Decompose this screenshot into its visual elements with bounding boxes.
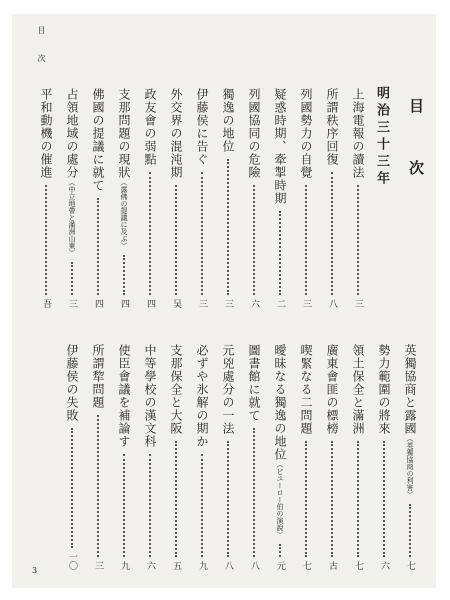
toc-entry-title: 支那問題の現狀 xyxy=(117,88,131,179)
toc-entry-sub: （中立地帶と滿洲山東） xyxy=(68,179,76,256)
toc-entry-title: 領土保全と滿洲 xyxy=(351,344,365,435)
toc-entry-page: 六 xyxy=(249,299,259,308)
toc-entry-page: 三 xyxy=(353,299,363,308)
toc-entry-title: 圖書館に就て xyxy=(247,344,261,422)
toc-entry-title: 所謂犂問題 xyxy=(91,344,105,409)
toc-entry xyxy=(116,344,132,570)
toc-entry-title: 支那保全と大阪 xyxy=(169,344,183,435)
toc-entry-page: 吾 xyxy=(41,299,51,308)
leader-dots xyxy=(253,428,255,557)
toc-entry xyxy=(246,88,262,308)
leader-dots xyxy=(279,211,281,295)
leader-dots xyxy=(201,454,203,557)
toc-entry-title: 英獨協商と露國 xyxy=(403,344,417,435)
toc-entry-title: 勢力範圍の將來 xyxy=(377,344,391,435)
toc-entry xyxy=(350,88,366,308)
toc-entry-page: 七 xyxy=(301,561,311,570)
toc-entry-sub: （英獨協商の利害） xyxy=(406,435,414,498)
toc-entry xyxy=(350,344,366,570)
running-head: 目 次 xyxy=(37,26,46,68)
toc-entry xyxy=(272,88,288,308)
toc-entry-title: 列國協同の危險 xyxy=(247,88,261,179)
leader-dots xyxy=(227,159,229,295)
toc-entry-title: 曖昧なる獨逸の地位 xyxy=(273,344,287,461)
toc-entry-page: 七 xyxy=(405,561,415,570)
toc-entry xyxy=(246,344,262,570)
toc-entry xyxy=(64,344,80,570)
toc-entry-page: 六 xyxy=(379,561,389,570)
toc-entry-title: 伊藤侯の失敗 xyxy=(65,344,79,422)
toc-entry xyxy=(272,344,288,570)
toc-entry-page: 二 xyxy=(275,299,285,308)
leader-dots xyxy=(227,441,229,557)
toc-entry-page: 四 xyxy=(145,299,155,308)
leader-dots xyxy=(71,428,73,548)
toc-entry-title: 中等學校の漢文科 xyxy=(143,344,157,448)
toc-entry-page: 三 xyxy=(223,299,233,308)
toc-entry xyxy=(402,344,418,570)
toc-entry xyxy=(116,88,132,308)
toc-entry-title: 伊藤侯に告ぐ xyxy=(195,88,209,166)
toc-entry-title: 列國勢力の自覺 xyxy=(299,88,313,179)
toc-entry xyxy=(168,344,184,570)
toc-entry xyxy=(194,344,210,570)
leader-dots xyxy=(149,454,151,557)
toc-entry-title: 所謂秩序回復 xyxy=(325,88,339,166)
toc-entry xyxy=(220,88,236,308)
toc-entry-title: 獨逸の地位 xyxy=(221,88,235,153)
toc-entry-page: 八 xyxy=(249,561,259,570)
toc-entry-page: 三 xyxy=(301,299,311,308)
toc-entry-page: 吴 xyxy=(171,299,181,308)
leader-dots xyxy=(175,441,177,557)
toc-entry xyxy=(38,88,54,308)
leader-dots xyxy=(253,185,255,295)
toc-entry-page: 八 xyxy=(223,561,233,570)
toc-entry xyxy=(168,88,184,308)
year-heading: 明治三十三年 xyxy=(374,86,389,188)
leader-dots xyxy=(45,185,47,295)
toc-entry-page: 三 xyxy=(93,561,103,570)
toc-entry-title: 上海電報の讀法 xyxy=(351,88,365,179)
leader-dots xyxy=(383,441,385,557)
leader-dots xyxy=(123,454,125,557)
toc-entry xyxy=(142,344,158,570)
toc-entry-page: 五 xyxy=(171,561,181,570)
page-number: 3 xyxy=(32,566,38,575)
leader-dots xyxy=(123,255,125,295)
leader-dots xyxy=(201,172,203,295)
toc-entry xyxy=(90,344,106,570)
toc-entry-page: 八 xyxy=(327,299,337,308)
toc-entry xyxy=(324,344,340,570)
toc-entry-page: 三 xyxy=(67,299,77,308)
toc-entry-page: 三 xyxy=(197,299,207,308)
toc-entry-title: 疑惑時期、牽掣時期 xyxy=(273,88,287,205)
leader-dots xyxy=(71,262,73,295)
toc-entry-page: 四 xyxy=(93,299,103,308)
toc-entry xyxy=(142,88,158,308)
toc-entry xyxy=(194,88,210,308)
toc-entry-title: 使臣會議を補論す xyxy=(117,344,131,448)
leader-dots xyxy=(357,185,359,295)
toc-entry-page: 一〇 xyxy=(67,552,77,570)
toc-entry-page: 九 xyxy=(119,561,129,570)
leader-dots xyxy=(331,172,333,295)
toc-entry-page: 七 xyxy=(353,561,363,570)
toc-entry xyxy=(64,88,80,308)
leader-dots xyxy=(331,441,333,557)
toc-entry-page: 六 xyxy=(145,561,155,570)
toc-entry xyxy=(376,344,392,570)
toc-entry-page: 四 xyxy=(119,299,129,308)
leader-dots xyxy=(279,544,281,557)
leader-dots xyxy=(175,185,177,295)
toc-entry-title: 必ずや氷解の期か xyxy=(195,344,209,448)
toc-entry xyxy=(298,344,314,570)
leader-dots xyxy=(305,441,307,557)
toc-title: 目 次 xyxy=(407,98,425,191)
toc-entry-title: 廣東會匪の標榜 xyxy=(325,344,339,435)
toc-entry-title: 元兇處分の一法 xyxy=(221,344,235,435)
toc-entry-title: 喫緊なる二問題 xyxy=(299,344,313,435)
leader-dots xyxy=(357,441,359,557)
toc-entry-title: 佛國の提議に就て xyxy=(91,88,105,192)
toc-entry-title: 政友會の弱點 xyxy=(143,88,157,166)
leader-dots xyxy=(149,172,151,295)
toc-entry xyxy=(220,344,236,570)
toc-entry-title: 平和動機の催進 xyxy=(39,88,53,179)
leader-dots xyxy=(409,504,411,557)
toc-entry xyxy=(298,88,314,308)
toc-entry xyxy=(324,88,340,308)
leader-dots xyxy=(97,198,99,295)
toc-entry-title: 外交界の混沌期 xyxy=(169,88,183,179)
toc-entry-page: 元 xyxy=(275,561,285,570)
leader-dots xyxy=(305,185,307,295)
toc-entry-sub: （露佛の提議に及ぶ） xyxy=(120,179,128,249)
toc-entry-page: 古 xyxy=(327,561,337,570)
toc-entry-title: 占領地域の處分 xyxy=(65,88,79,179)
toc-entry-sub: （ビユーロー伯の演說） xyxy=(276,461,284,538)
toc-entry xyxy=(90,88,106,308)
toc-page xyxy=(12,14,436,588)
leader-dots xyxy=(97,415,99,557)
toc-entry-page: 九 xyxy=(197,561,207,570)
